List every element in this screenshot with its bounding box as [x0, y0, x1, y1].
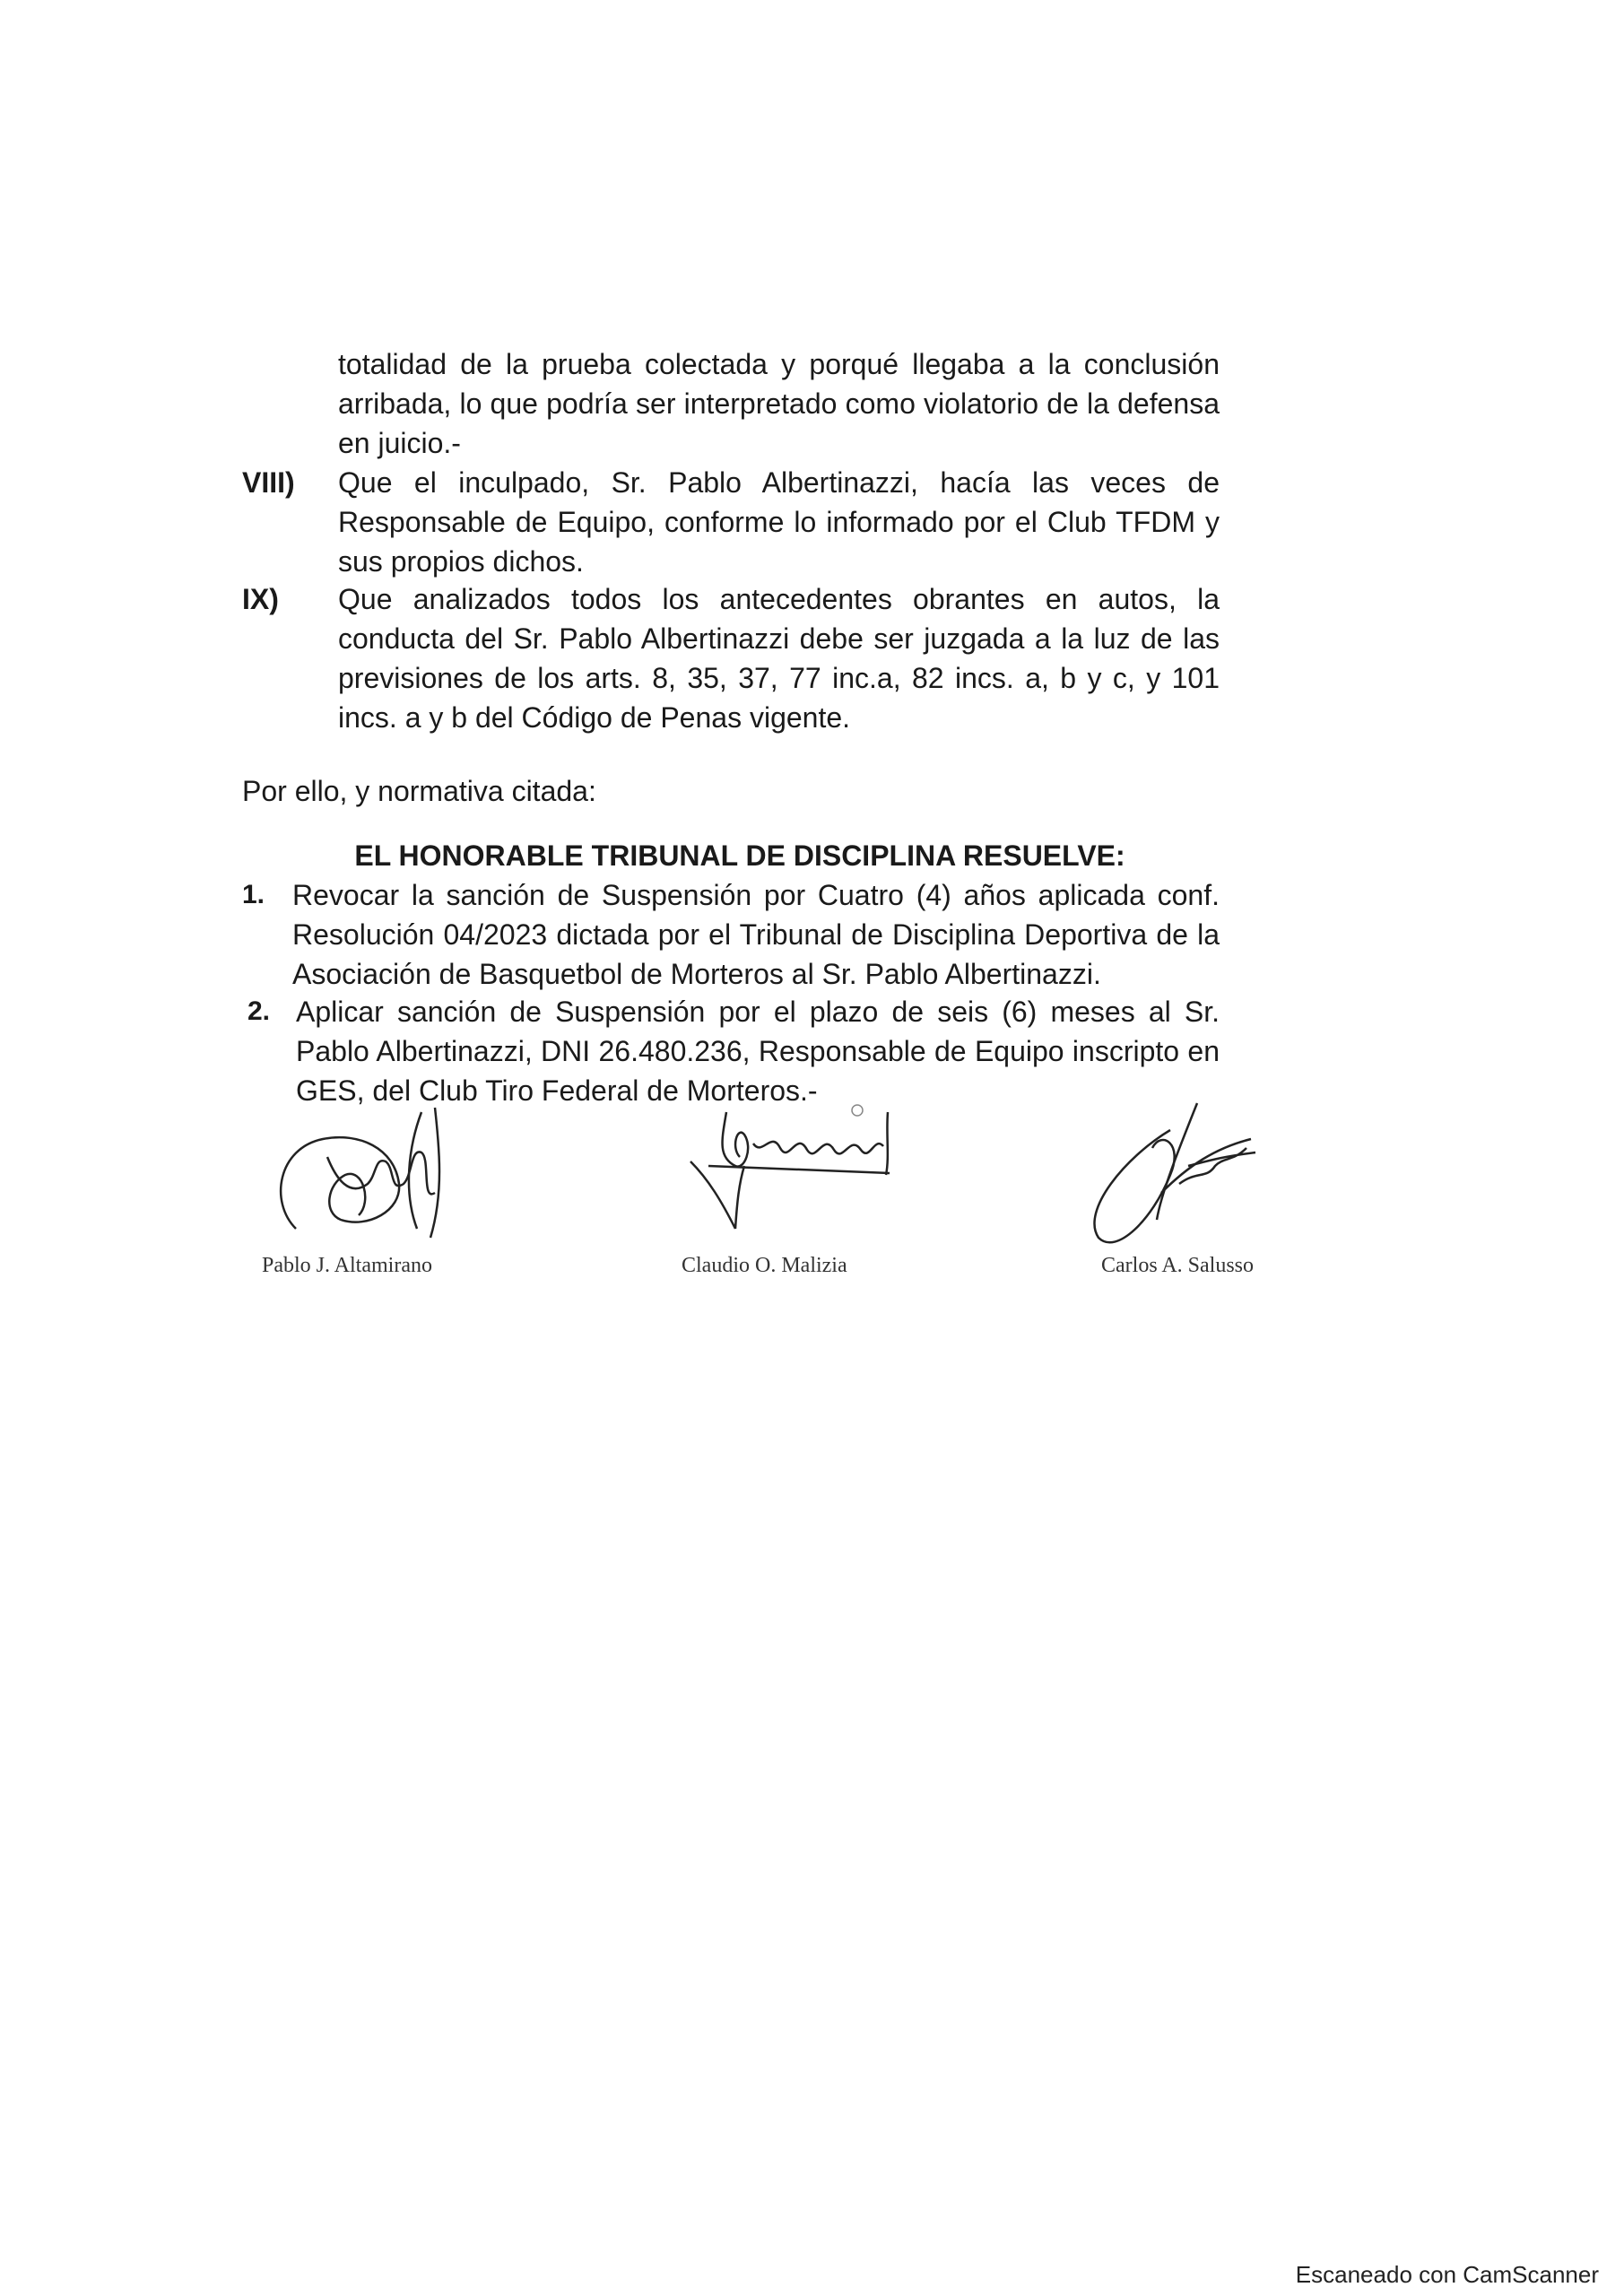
- resolution-text: Revocar la sanción de Suspensión por Cuatro (4) años aplicada conf. Resolución 04/2023 dictada por el Tribunal de Disciplina Deportiva de la Asociación de Basquetbol de Morteros al Sr. Pablo Albertinazzi.: [292, 879, 1220, 990]
- resolution-number: 2.: [248, 996, 271, 1026]
- resolution-number: 1.: [242, 880, 265, 909]
- signatory-name: Claudio O. Malizia: [682, 1254, 847, 1277]
- considerando-text: Que analizados todos los antecedentes obrantes en autos, la conducta del Sr. Pablo Albertinazzi debe ser juzgada a la luz de las previsiones de los arts. 8, 35, 37, 77 inc.a, 82 incs. a, b y c, y 101 incs. a y b del Código de Penas vigente.: [338, 583, 1220, 734]
- considerando-number: IX): [242, 583, 279, 615]
- signature-scribble-icon: [1072, 1094, 1359, 1256]
- signatory-name: Carlos A. Salusso: [1101, 1254, 1255, 1277]
- signature-scribble-icon: [682, 1094, 968, 1256]
- considerando-text: Que el inculpado, Sr. Pablo Albertinazzi, hacía las veces de Responsable de Equipo, conforme lo informado por el Club TFDM y sus propios dichos.: [338, 466, 1220, 578]
- por-ello-text: Por ello, y normativa citada:: [242, 775, 596, 807]
- signatory-name: Pablo J. Altamirano: [262, 1254, 432, 1277]
- signature-malizia: [682, 1094, 968, 1256]
- signature-salusso: [1072, 1094, 1359, 1256]
- resolution-heading: EL HONORABLE TRIBUNAL DE DISCIPLINA RESUELVE:: [354, 839, 1125, 872]
- continuation-paragraph: totalidad de la prueba colectada y porqué llegaba a la conclusión arribada, lo que podría ser interpretado como violatorio de la defensa en juicio.-: [338, 348, 1220, 459]
- considerando-number: VIII): [242, 466, 295, 499]
- signature-scribble-icon: [260, 1094, 547, 1256]
- resolution-text: Aplicar sanción de Suspensión por el plazo de seis (6) meses al Sr. Pablo Albertinazzi, DNI 26.480.236, Responsable de Equipo inscripto en GES, del Club Tiro Federal de Morteros.-: [296, 996, 1220, 1107]
- scanner-watermark: Escaneado con CamScanner: [1295, 2261, 1599, 2288]
- signature-altamirano: [260, 1094, 547, 1256]
